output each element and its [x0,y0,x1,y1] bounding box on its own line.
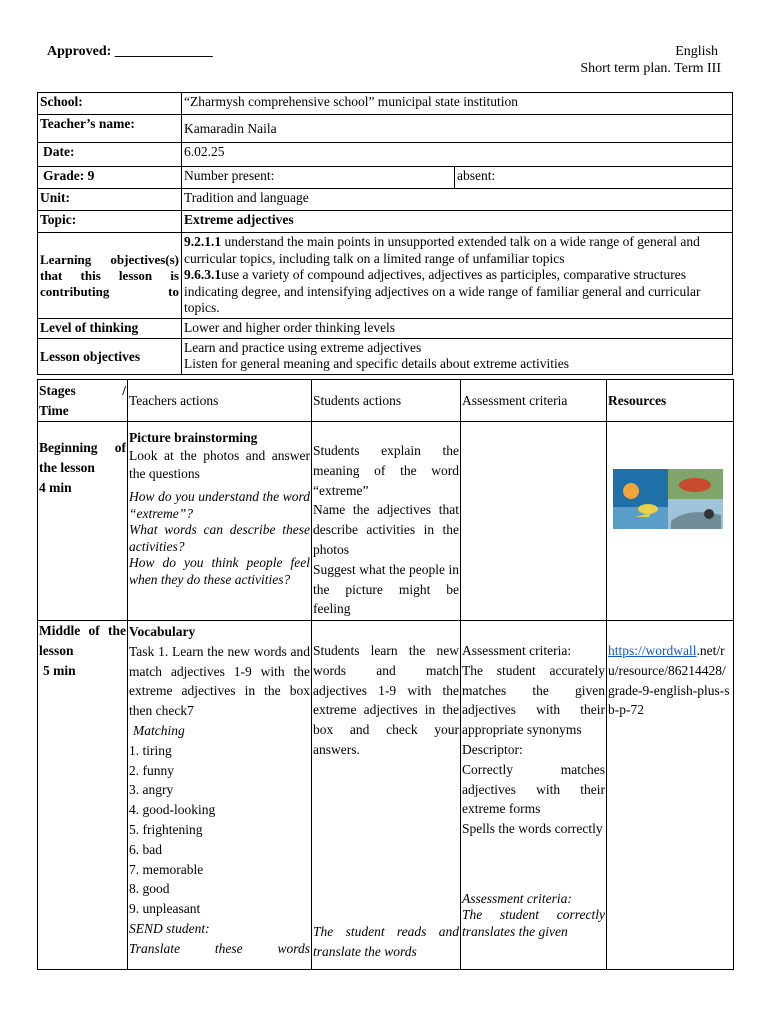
objective-text-2: use a variety of compound adjectives, adjectives as participles, comparative structures indicating degree, and intensifying adjectives on a wide range of familiar general and curricular topics. [184,267,701,315]
middle-resources [607,621,734,970]
middle-teacher-actions [128,621,312,970]
middle-stage [38,621,128,970]
extreme-sports-collage [613,469,723,529]
beginning-assessment [461,422,607,621]
unit-value: Tradition and language [182,189,733,211]
date-label: Date: [38,143,182,167]
task-1: Task 1. Learn the new words and match adjectives 1-9 with the extreme adjectives in the box then check7 [129,643,310,719]
wordwall-link[interactable] [608,622,732,720]
beginning-time: 4 min [39,479,72,495]
list-item: 8. good [129,881,170,897]
translate-instruction: Translate these words [129,940,310,956]
send-student-action: The student reads and translate the words [313,923,459,959]
assessment-header: Assessment criteria [461,380,607,422]
unit-label: Unit: [38,189,182,211]
criteria-2-label: Assessment criteria: [462,890,572,906]
date-value: 6.02.25 [182,143,733,167]
lesson-objectives-value [182,339,733,375]
descriptor-2: Spells the words correctly [462,821,603,837]
school-value: “Zharmysh comprehensive school” municipal state institution [182,93,733,115]
list-item: 3. angry [129,782,174,798]
approved-line: Approved: ______________ [47,44,213,59]
subject-label: English [675,44,718,59]
descriptor-1: Correctly matches adjectives with their extreme forms [462,761,605,817]
middle-assessment [461,621,607,970]
criteria-2-text: The student correctly translates the given [462,907,605,939]
objectives-label: Learning objectives(s) that this lesson is contributing to [40,251,179,299]
list-item: 6. bad [129,841,162,857]
criteria-text: The student accurately matches the given adjectives with their appropriate synonyms [462,662,605,738]
beginning-teacher-actions [128,422,312,621]
lesson-objective-2: Listen for general meaning and specific details about extreme activities [184,356,569,371]
plan-title: Short term plan. Term III [580,61,721,76]
student-action-1: Students explain the meaning of the word “extreme” [313,443,459,498]
middle-time: 5 min [43,662,76,678]
topic-label: Topic: [38,211,182,233]
objective-code-2: 9.6.3.1 [184,267,222,282]
matching-label: Matching [133,722,185,738]
lesson-objectives-label: Lesson objectives [38,339,182,375]
list-item: 9. unpleasant [129,901,201,917]
thinking-value: Lower and higher order thinking levels [182,319,733,339]
list-item: 5. frightening [129,821,203,837]
lesson-stages-table [37,379,734,970]
link-dot: . [696,643,700,658]
list-item: 2. funny [129,762,174,778]
middle-student-action: Students learn the new words and match adjectives 1-9 with the extreme adjectives in the box and check your answers. [313,643,459,757]
student-action-2: Name the adjectives that describe activities in the photos [313,502,459,557]
stages-header [38,380,128,422]
lesson-objective-1: Learn and practice using extreme adjectives [184,340,422,355]
vocabulary-title: Vocabulary [129,624,196,639]
question-3: How do you think people feel when they do these activities? [129,555,310,587]
resources-header: Resources [607,380,734,422]
student-actions-header: Students actions [312,380,461,422]
link-text[interactable]: https://wordwall [608,643,697,658]
absent-label: absent: [455,167,733,189]
descriptor-label: Descriptor: [462,741,523,757]
list-item: 7. memorable [129,861,204,877]
thinking-label: Level of thinking [38,319,182,339]
criteria-label: Assessment criteria: [462,643,572,658]
brainstorm-title: Picture brainstorming [129,430,258,445]
objective-code-1: 9.2.1.1 [184,234,222,249]
extreme-sports-photo [613,469,723,529]
beginning-student-actions [312,422,461,621]
list-item: 4. good-looking [129,802,216,818]
school-label: School: [38,93,182,115]
matching-list [129,741,310,919]
beginning-resources [607,422,734,621]
grade-label: Grade: 9 [38,167,182,189]
topic-value: Extreme adjectives [182,211,733,233]
time-header-label: Time [39,402,69,418]
send-student-label: SEND student: [129,920,210,936]
student-action-3: Suggest what the people in the picture might be feeling [313,561,459,617]
question-2: What words can describe these activities? [129,522,310,554]
teacher-value: Kamaradin Naila [182,115,733,143]
list-item: 1. tiring [129,742,172,758]
question-1: How do you understand the word “extreme”? [129,489,310,521]
middle-stage-label: Middle of the lesson [39,623,126,658]
link-rest[interactable]: net/ru/resource/86214428/grade-9-english-plus-sb-p-72 [608,643,730,718]
beginning-stage [38,422,128,621]
stages-header-label: Stages / [39,383,126,398]
beginning-stage-label: Beginning of the lesson [39,440,126,475]
teacher-label: Teacher’s name: [38,115,182,143]
teacher-actions-header: Teachers actions [128,380,312,422]
middle-student-actions [312,621,461,970]
present-label: Number present: [182,167,455,189]
learning-objectives [182,233,733,319]
lesson-info-table [37,92,733,375]
objective-text-1: understand the main points in unsupported extended talk on a wide range of general and curricular topics, including talk on a limited range of unfamiliar topics [184,234,700,266]
brainstorm-instruction: Look at the photos and answer the questions [129,448,310,481]
